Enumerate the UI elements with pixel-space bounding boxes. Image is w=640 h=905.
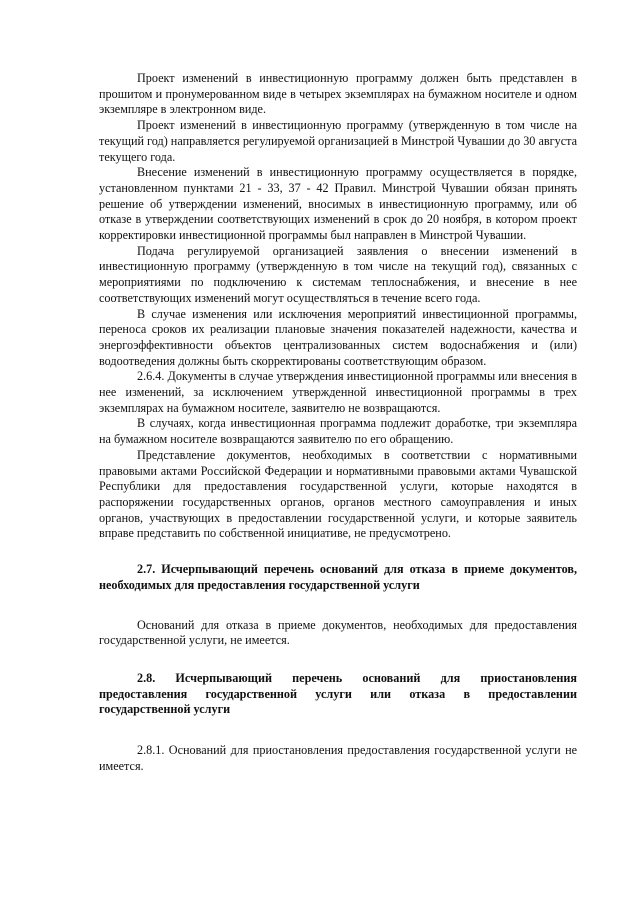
section-body-2-8: 2.8.1. Оснований для приостановления предоставления государственной услуги не имеется.: [99, 743, 577, 773]
paragraph: Проект изменений в инвестиционную программу (утвержденную в том числе на текущий год) направляется регулируемой организацией в Минстрой Чувашии до 30 августа текущего года.: [99, 118, 577, 164]
paragraph: В случаях, когда инвестиционная программа подлежит доработке, три экземпляра на бумажном носителе возвращаются заявителю по его обращению.: [99, 416, 577, 447]
section-body-2-7: Оснований для отказа в приеме документов, необходимых для предоставления государственной услуги, не имеется.: [99, 617, 577, 648]
paragraph: Внесение изменений в инвестиционную программу осуществляется в порядке, установленном пунктами 21 - 33, 37 - 42 Правил. Минстрой Чувашии обязан принять решение об утверждении изменений, вносимых в инвестиционную программу, или об отказе в утверждении соответствующих изменений в срок до 20 ноября, в котором проект корректировки инвестиционной программы был направлен в Минстрой Чувашии.: [99, 165, 577, 243]
section-heading-2-8: 2.8. Исчерпывающий перечень оснований для приостановления предоставления государственной услуги или отказа в предоставлении государственной услуги: [99, 670, 577, 717]
paragraph: В случае изменения или исключения мероприятий инвестиционной программы, переноса сроков их реализации плановые значения показателей надежности, качества и энергоэффективности объектов централизованных систем водоснабжения и (или) водоотведения должны быть скорректированы соответствующим образом.: [99, 306, 577, 368]
paragraph: Представление документов, необходимых в соответствии с нормативными правовыми актами Российской Федерации и нормативными правовыми актами Чувашской Республики для предоставления государственной услуги, которые находятся в распоряжении государственных органов, органов местного самоуправления и иных органов, участвующих в предоставлении государственной услуги, и которые заявитель вправе представить по собственной инициативе, не предусмотрено.: [99, 447, 577, 541]
paragraph: Подача регулируемой организацией заявления о внесении изменений в инвестиционную программу (утвержденную в том числе на текущий год), связанных с мероприятиями по подключению к системам теплоснабжения, и внесение в нее соответствующих изменений могут осуществляться в течение всего года.: [99, 243, 577, 305]
paragraph: Проект изменений в инвестиционную программу должен быть представлен в прошитом и пронумерованном виде в четырех экземплярах на бумажном носителе и одном экземпляре в электронном виде.: [99, 71, 577, 117]
paragraph: 2.6.4. Документы в случае утверждения инвестиционной программы или внесения в нее изменений, за исключением утвержденной инвестиционной программы в трех экземплярах на бумажном носителе, заявителю не возвращаются.: [99, 369, 577, 415]
section-heading-2-7: 2.7. Исчерпывающий перечень оснований для отказа в приеме документов, необходимых для предоставления государственной услуги: [99, 562, 577, 592]
document-page: [99, 71, 577, 774]
